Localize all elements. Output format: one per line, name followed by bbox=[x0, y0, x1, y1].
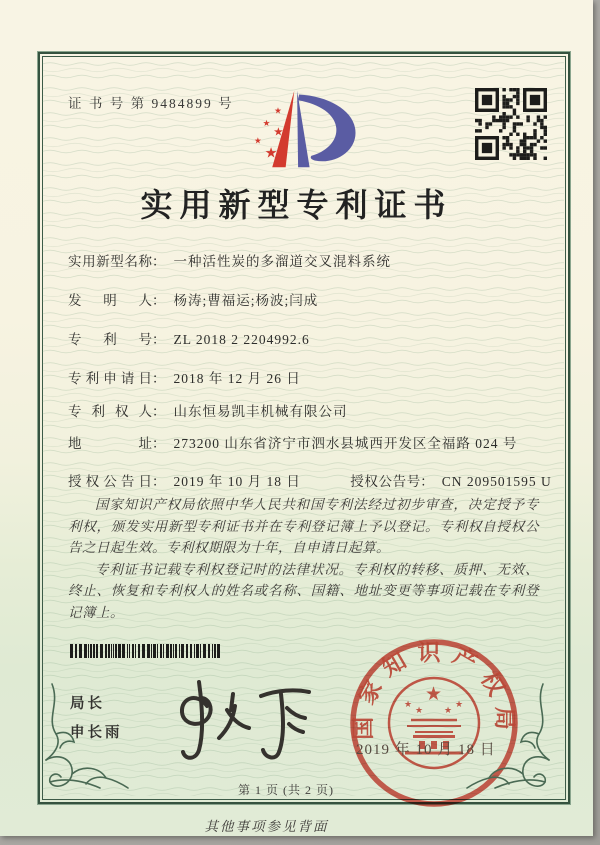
signature-stroke bbox=[289, 724, 303, 732]
body-paragraph: 专利证书记载专利权登记时的法律状况。专利权的转移、质押、无效、终止、恢复和专利权人的姓名或名称、国籍、地址变更等事项记载在专利登记簿上。 bbox=[68, 561, 539, 620]
field-row-address bbox=[68, 432, 537, 452]
signature-stroke bbox=[261, 690, 309, 696]
director-name: 申长雨 bbox=[70, 725, 123, 741]
svg-text:★: ★ bbox=[273, 124, 284, 139]
field-value: ZL 2018 2 2204992.6 bbox=[173, 332, 310, 347]
field-value: 杨涛;曹福运;杨波;闫成 bbox=[173, 293, 319, 308]
field-value: 2018 年 12 月 26 日 bbox=[173, 371, 301, 386]
seal-date: 2019 年 10 月 18 日 bbox=[356, 742, 496, 758]
page-number: 第 1 页 (共 2 页) bbox=[238, 783, 334, 797]
svg-text:★: ★ bbox=[262, 119, 271, 130]
svg-text:★: ★ bbox=[274, 106, 282, 117]
field-row-application-date bbox=[68, 367, 537, 387]
certificate-title: 实用新型专利证书 bbox=[140, 187, 453, 223]
signature-stroke bbox=[287, 708, 305, 718]
field-label: 地址 bbox=[68, 436, 152, 451]
field-colon: ： bbox=[152, 332, 166, 347]
certificate-number: 证 书 号 第 9484899 号 bbox=[68, 96, 234, 111]
signature-stroke bbox=[263, 694, 283, 758]
svg-text:★: ★ bbox=[455, 700, 464, 710]
svg-text:★: ★ bbox=[444, 706, 453, 716]
field-label: 发明人 bbox=[68, 293, 152, 308]
svg-text:★: ★ bbox=[425, 683, 443, 705]
field-label: 实用新型名称 bbox=[68, 254, 152, 269]
field-value: 273200 山东省济宁市泗水县城西开发区全福路 024 号 bbox=[173, 436, 518, 451]
cnipa-patent-logo bbox=[233, 84, 367, 174]
corner-flourish-right bbox=[461, 682, 553, 790]
grant-number-value: CN 209501595 U bbox=[441, 474, 552, 489]
field-colon: ： bbox=[152, 254, 166, 269]
field-row-patent-number bbox=[68, 328, 537, 348]
signature-stroke bbox=[182, 698, 211, 724]
field-row-inventors bbox=[68, 289, 537, 309]
qr-code bbox=[475, 88, 547, 160]
grant-date-group bbox=[68, 474, 304, 489]
field-colon: ： bbox=[152, 404, 166, 419]
svg-text:★: ★ bbox=[404, 700, 413, 710]
field-label: 专利申请日 bbox=[68, 371, 152, 386]
field-row-patentee bbox=[68, 400, 537, 420]
corner-flourish-left bbox=[42, 682, 134, 790]
field-colon: ： bbox=[152, 474, 166, 489]
seal-text: 国家知识产权局 bbox=[350, 640, 518, 740]
field-label: 专利号 bbox=[68, 332, 152, 347]
director-signature bbox=[168, 676, 320, 768]
certificate-body bbox=[68, 494, 539, 623]
field-value: 一种活性炭的多溜道交叉混料系统 bbox=[173, 254, 391, 269]
footer-note: 其他事项参见背面 bbox=[204, 819, 329, 834]
field-colon: ： bbox=[420, 474, 434, 489]
svg-text:★: ★ bbox=[415, 706, 424, 716]
field-label: 专利权人 bbox=[68, 404, 152, 419]
body-paragraph: 国家知识产权局依照中华人民共和国专利法经过初步审查，决定授予专利权，颁发实用新型专利证书并在专利登记簿上予以登记。专利权自授权公告之日起生效。专利权期限为十年，自申请日起算。 bbox=[68, 497, 539, 555]
field-row-utility-model-name bbox=[68, 250, 537, 270]
field-value: 山东恒易凯丰机械有限公司 bbox=[173, 404, 348, 419]
barcode bbox=[70, 644, 220, 658]
field-row-grant bbox=[68, 470, 552, 490]
field-label: 授权公告号 bbox=[350, 474, 421, 489]
svg-text:★: ★ bbox=[264, 145, 278, 162]
grant-date-value: 2019 年 10 月 18 日 bbox=[173, 474, 301, 489]
signature-stroke bbox=[231, 694, 233, 710]
svg-text:★: ★ bbox=[254, 136, 262, 147]
field-colon: ： bbox=[152, 371, 166, 386]
field-label: 授权公告日 bbox=[68, 474, 152, 489]
field-colon: ： bbox=[152, 293, 166, 308]
field-colon: ： bbox=[152, 436, 166, 451]
grant-number-group bbox=[350, 474, 552, 489]
director-title: 局长 bbox=[70, 696, 105, 712]
